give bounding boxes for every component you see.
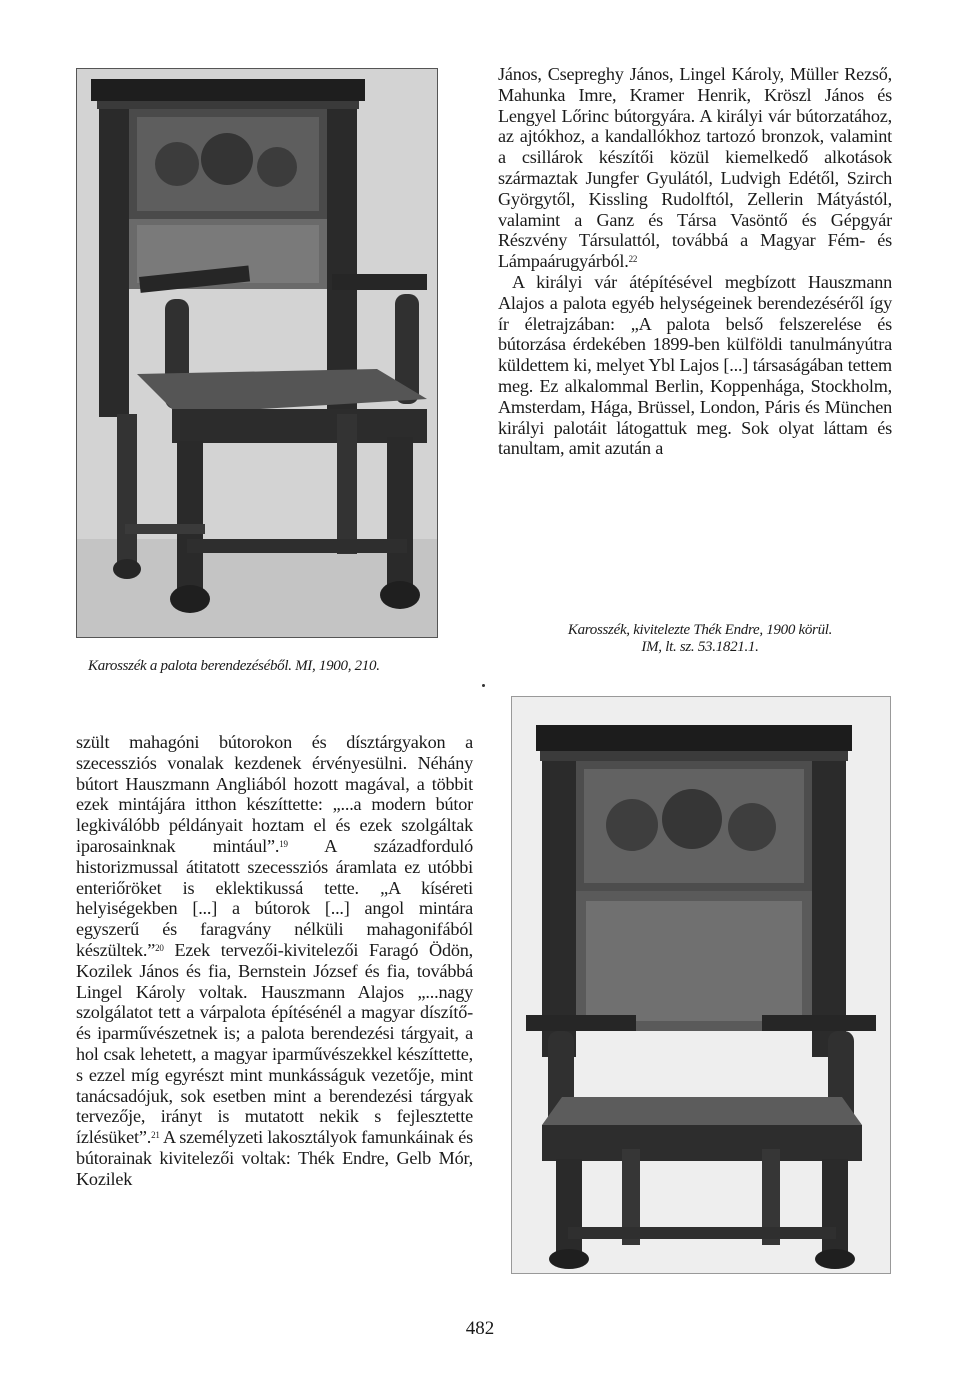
left-paragraph: szült mahagóni bútorokon és dísztárgyakon a szecessziós vonalak kezdenek érvényesülni. Néhány bútort Hauszmann Angliából hozott magával, a többit ezek mintájára itthon készíttette: „...a modern bútor legkiválóbb példányait hoztam el és ezek szolgáltak iparosainknak mintául”.$^{19}$ A századforduló historizmussal átitatott szecessziós áramlata ez utóbbi enteriőröket is eklektikussá tette. „A kíséreti helyiségekben [...] a bútorok [...] angol mintára egyszerű és faragvány nélküli mahagonifából készültek.”$^{20}$ Ezek tervezői-kivitelezői Faragó Ödön, Kozilek János és fia, Bernstein József és fia, továbbá Lingel Károly voltak. Hauszmann Alajos „...nagy szolgálatot tett a várpalota építésénél a magyar díszítő- és iparművészetnek is; a palota berendezési tárgyait, a hol csak lehetett, a magyar iparművészekkel készíttette, s ezzel míg egyrészt mint munkásságuk vezetője, mint tanácsadójuk, sok esetben mint a berendezési tárgyak tervezője, irányt is mutatott nekik s fejlesztette ízlésüket”.$^{21}$ A személyzeti lakosztályok famunkáinak és bútorainak kivitelezői voltak: Thék Endre, Gelb Mór, Kozilek: [76, 732, 474, 1189]
footnote-ref-22: 22: [628, 254, 638, 265]
armchair-illustration-2: [512, 697, 890, 1273]
armchair-photo-2: [511, 696, 891, 1274]
photo-2-caption-line-1: Karosszék, kivitelezte Thék Endre, 1900 körül.: [567, 622, 833, 638]
footnote-ref-21: 21: [151, 1130, 160, 1141]
footnote-ref-20: 20: [155, 942, 164, 953]
left-column-text: [76, 732, 473, 1190]
armchair-photo-1: [76, 68, 438, 638]
right-column-text: [498, 64, 892, 459]
right-paragraph-2: A királyi vár átépítésével megbízott Hauszmann Alajos a palota egyéb helységeinek berendezéséről így ír életrajzában: „A palota belső felszerelése és bútorzása érdekében 1899-ben külföldi tanulmányútra küldettem ki, melyet Ybl Lajos [...] társaságában tettem meg. Ez alkalommal Berlin, Koppenhága, Stockholm, Amsterdam, Hága, Brüssel, London, Páris és München királyi palotáit látogattuk meg. Sok olyat láttam és tanultam, amit azután a: [498, 271, 892, 459]
armchair-illustration-1: [77, 69, 437, 637]
print-speck: [482, 684, 485, 687]
photo-1-caption: Karosszék a palota berendezéséből. MI, 1900, 210.: [88, 658, 380, 674]
right-paragraph-1: János, Csepreghy János, Lingel Károly, Müller Rezső, Mahunka Imre, Kramer Henrik, Kröszl János és Lengyel Lőrinc bútorgyára. A királyi vár bútorzatához, az ajtókhoz, a kandallókhoz tartozó bronzok, valamint a csillárok készítői közül kiemelkedő alkotások származtak Jungfer Gyulától, Ludvigh Edétől, Szirch Györgytől, Kissling Rudolftól, Zellerin Mátyástól, valamint a Ganz és Társa Vasöntő és Gépgyár Részvény Társulattól, továbbá a Magyar Fém- és Lámpaárugyárból.$^{22}$: [498, 64, 892, 272]
footnote-ref-19: 19: [279, 838, 288, 849]
photo-2-caption-line-2: IM, lt. sz. 53.1821.1.: [641, 639, 759, 655]
photo-2-caption: [535, 622, 865, 656]
page-number: 482: [465, 1318, 495, 1339]
